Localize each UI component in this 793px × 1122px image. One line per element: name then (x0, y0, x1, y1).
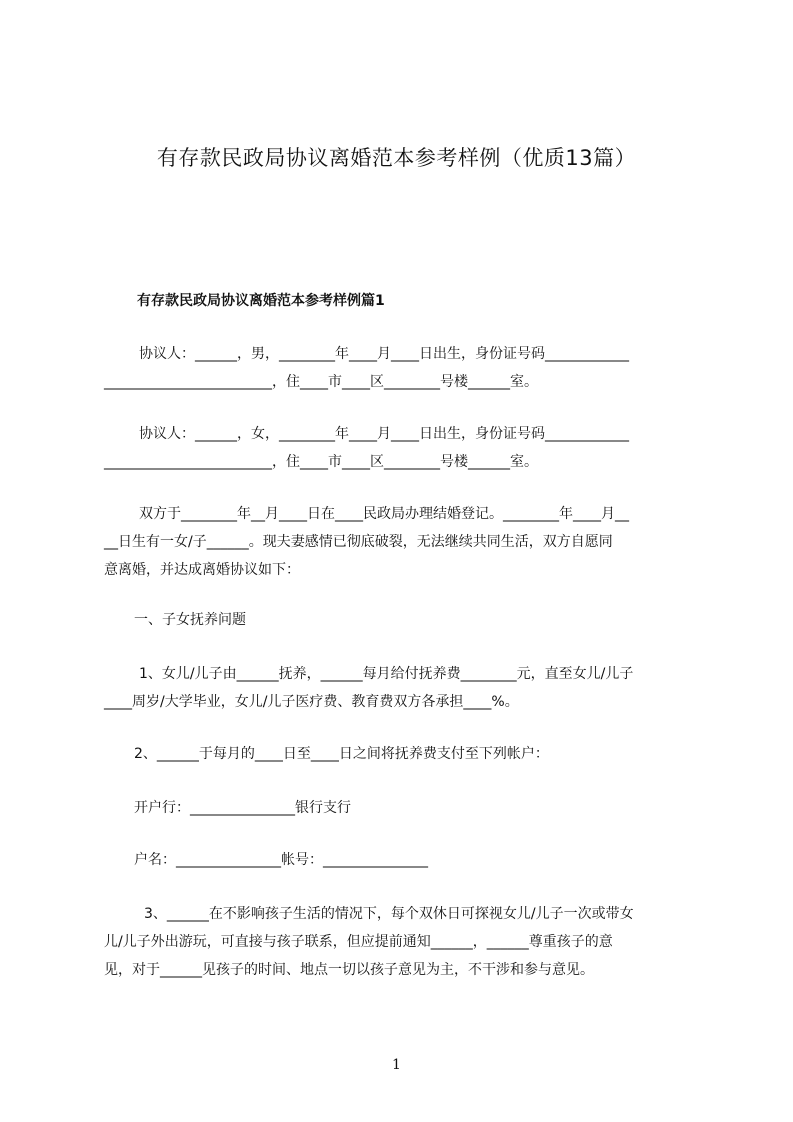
paragraph-line: ________________________，住____市____区________号楼______室。 (104, 374, 538, 390)
page-number: 1 (392, 1057, 401, 1073)
paragraph-line: 3、______在不影响孩子生活的情况下，每个双休日可探视女儿/儿子一次或带女 (144, 906, 634, 922)
paragraph-line: 双方于________年__月____日在____民政局办理结婚登记。________年____月__ (139, 506, 629, 522)
paragraph-line: 协议人：______，女，________年____月____日出生，身份证号码____________ (139, 426, 629, 442)
paragraph-line: 户名：_______________帐号：_______________ (134, 852, 428, 868)
paragraph-line: 1、女儿/儿子由______抚养，______每月给付抚养费________元，直至女儿/儿子 (139, 666, 634, 682)
paragraph-line: 协议人：______，男，________年____月____日出生，身份证号码____________ (139, 346, 629, 362)
paragraph-line: 儿/儿子外出游玩，可直接与孩子联系，但应提前通知______，______尊重孩子的意 (104, 934, 613, 950)
paragraph-line: 见，对于______见孩子的时间、地点一切以孩子意见为主，不干涉和参与意见。 (104, 962, 594, 978)
section-title: 一、子女抚养问题 (134, 612, 246, 628)
section-heading: 有存款民政局协议离婚范本参考样例篇1 (137, 293, 385, 309)
paragraph-line: 2、______于每月的____日至____日之间将抚养费支付至下列帐户： (134, 746, 549, 762)
document-title: 有存款民政局协议离婚范本参考样例（优质13篇） (156, 146, 637, 170)
paragraph-line: 意离婚，并达成离婚协议如下： (104, 562, 300, 578)
paragraph-line: 开户行：_______________银行支行 (134, 800, 351, 816)
paragraph-line: ________________________，住____市____区________号楼______室。 (104, 454, 538, 470)
paragraph-line: ____周岁/大学毕业，女儿/儿子医疗费、教育费双方各承担____%。 (104, 694, 519, 710)
paragraph-line: __日生有一女/子______。现夫妻感情已彻底破裂，无法继续共同生活，双方自愿同 (104, 534, 613, 550)
